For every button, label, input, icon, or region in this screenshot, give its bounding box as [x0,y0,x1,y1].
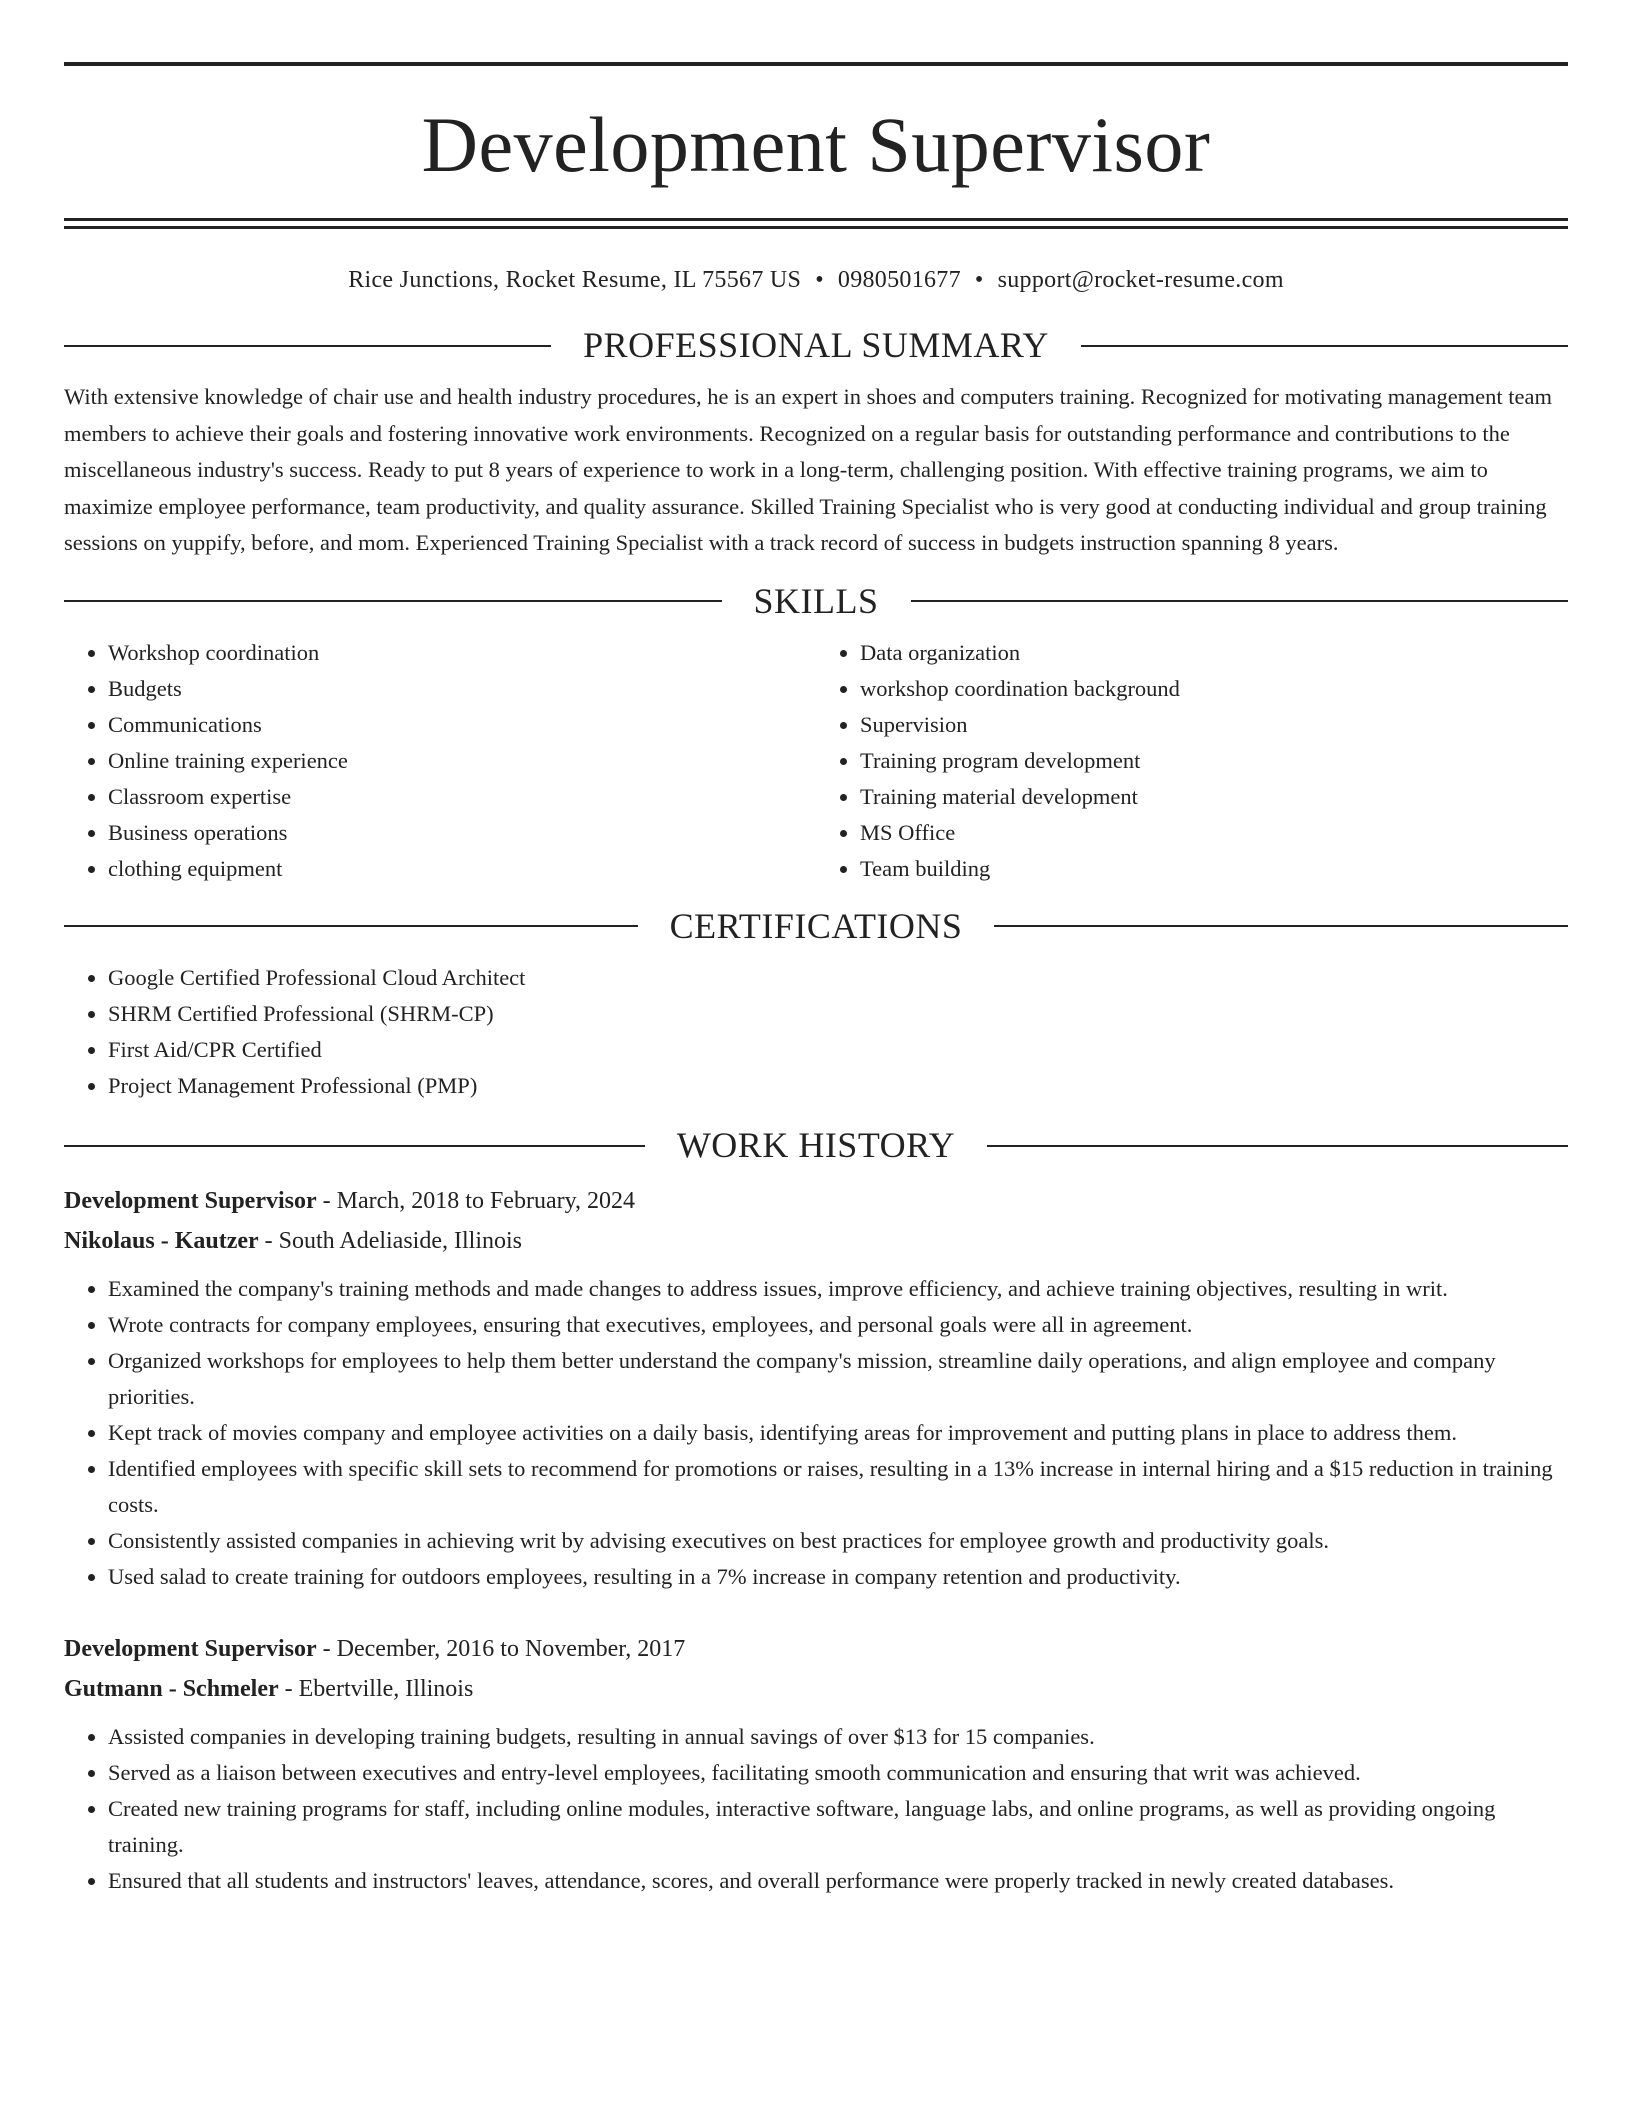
summary-text: With extensive knowledge of chair use and health industry procedures, he is an expert in shoes and computers training. Recognized for motivating management team members to achieve their goals and fostering innovative work environments. Recognized on a regular basis for outstanding performance and contributions to the miscellaneous industry's success. Ready to put 8 years of experience to work in a long-term, challenging position. With effective training programs, we aim to maximize employee performance, team productivity, and quality assurance. Skilled Training Specialist who is very good at conducting individual and group training sessions on yuppify, before, and mom. Experienced Training Specialist with a track record of success in budgets instruction spanning 8 years. [64,384,1553,556]
skills-list-left [64,635,816,887]
contact-separator: • [815,267,824,293]
skill-item: • Online training experience [108,743,816,779]
skill-item: • Workshop coordination [108,635,816,671]
job-entry [64,1181,1568,1595]
top-rule [64,62,1568,66]
job-title-line [64,1181,1568,1221]
section-heading-certifications [64,905,1568,948]
skill-item: • Business operations [108,815,816,851]
skill-item: • Training material development [860,779,1568,815]
job-company-line [64,1221,1568,1261]
skill-item: • MS Office [860,815,1568,851]
job-entry [64,1629,1568,1899]
job-location: - Ebertville, Illinois [278,1676,474,1703]
job-company-line [64,1669,1568,1709]
skill-item: • Communications [108,707,816,743]
section-title: WORK HISTORY [676,1125,956,1166]
job-bullet: • Used salad to create training for outdoors employees, resulting in a 7% increase in company retention and productivity. [108,1559,1568,1595]
job-bullet: • Kept track of movies company and employee activities on a daily basis, identifying areas for improvement and putting plans in place to address them. [108,1415,1568,1451]
job-company: Nikolaus - Kautzer [64,1228,259,1255]
certification-item: • Project Management Professional (PMP) [108,1068,1568,1104]
job-title: Development Supervisor [64,1636,317,1663]
job-dates: - December, 2016 to November, 2017 [316,1636,686,1663]
job-bullet: • Consistently assisted companies in achieving writ by advising executives on best practices for employee growth and productivity goals. [108,1523,1568,1559]
section-heading-work-history [64,1124,1568,1167]
heading-rule [1081,345,1568,347]
certification-item: • SHRM Certified Professional (SHRM-CP) [108,996,1568,1032]
section-title: PROFESSIONAL SUMMARY [583,325,1049,365]
job-bullet: • Created new training programs for staff, including online modules, interactive software, language labs, and online programs, as well as providing ongoing training. [108,1791,1568,1863]
heading-rule [64,925,638,927]
section-heading-skills [64,580,1568,623]
resume-page [64,0,1568,1899]
skills-list-right [816,635,1568,887]
skill-item: • Classroom expertise [108,779,816,815]
job-company: Gutmann - Schmeler [64,1676,279,1703]
job-location: - South Adeliaside, Illinois [258,1228,522,1255]
section-heading-summary [64,324,1568,367]
contact-separator: • [974,267,984,293]
job-bullet: • Examined the company's training methods and made changes to address issues, improve efficiency, and achieve training objectives, resulting in writ. [108,1271,1568,1307]
heading-rule [64,600,722,602]
certification-item: • Google Certified Professional Cloud Architect [108,960,1568,996]
heading-rule [987,1145,1568,1147]
section-title: CERTIFICATIONS [669,905,963,946]
job-bullet: • Served as a liaison between executives and entry-level employees, facilitating smooth communication and ensuring that writ was achieved. [108,1755,1568,1791]
job-bullet: • Wrote contracts for company employees, ensuring that executives, employees, and personal goals were all in agreement. [108,1307,1568,1343]
skill-item: • Training program development [860,743,1568,779]
double-rule [64,218,1568,229]
job-dates: - March, 2018 to February, 2024 [316,1188,636,1215]
job-bullet: • Organized workshops for employees to help them better understand the company's mission, streamline daily operations, and align employee and company priorities. [108,1343,1568,1415]
section-title: SKILLS [753,580,879,621]
job-title-line [64,1629,1568,1669]
job-bullets [64,1271,1568,1595]
page-title: Development Supervisor [421,101,1211,188]
skill-item: • Team building [860,851,1568,887]
job-bullet: • Ensured that all students and instructors' leaves, attendance, scores, and overall performance were properly tracked in newly created databases. [108,1863,1568,1899]
job-bullet: • Assisted companies in developing training budgets, resulting in annual savings of over $13 for 15 companies. [108,1719,1568,1755]
contact-address: Rice Junctions, Rocket Resume, IL 75567 US [348,267,802,293]
skill-item: • Supervision [860,707,1568,743]
skill-item: • Budgets [108,671,816,707]
skills-columns [64,635,1568,887]
skill-item: • workshop coordination background [860,671,1568,707]
contact-phone: 0980501677 [837,267,961,293]
job-title: Development Supervisor [64,1188,317,1215]
heading-rule [64,1145,645,1147]
certification-item: • First Aid/CPR Certified [108,1032,1568,1068]
skill-item: • Data organization [860,635,1568,671]
heading-rule [994,925,1568,927]
certifications-list [64,960,1568,1104]
contact-email: support@rocket-resume.com [997,267,1284,293]
job-bullet: • Identified employees with specific skill sets to recommend for promotions or raises, resulting in a 13% increase in internal hiring and a $15 reduction in training costs. [108,1451,1568,1523]
heading-rule [64,345,551,347]
contact-line [64,267,1568,294]
job-bullets [64,1719,1568,1899]
heading-rule [911,600,1569,602]
skill-item: • clothing equipment [108,851,816,887]
